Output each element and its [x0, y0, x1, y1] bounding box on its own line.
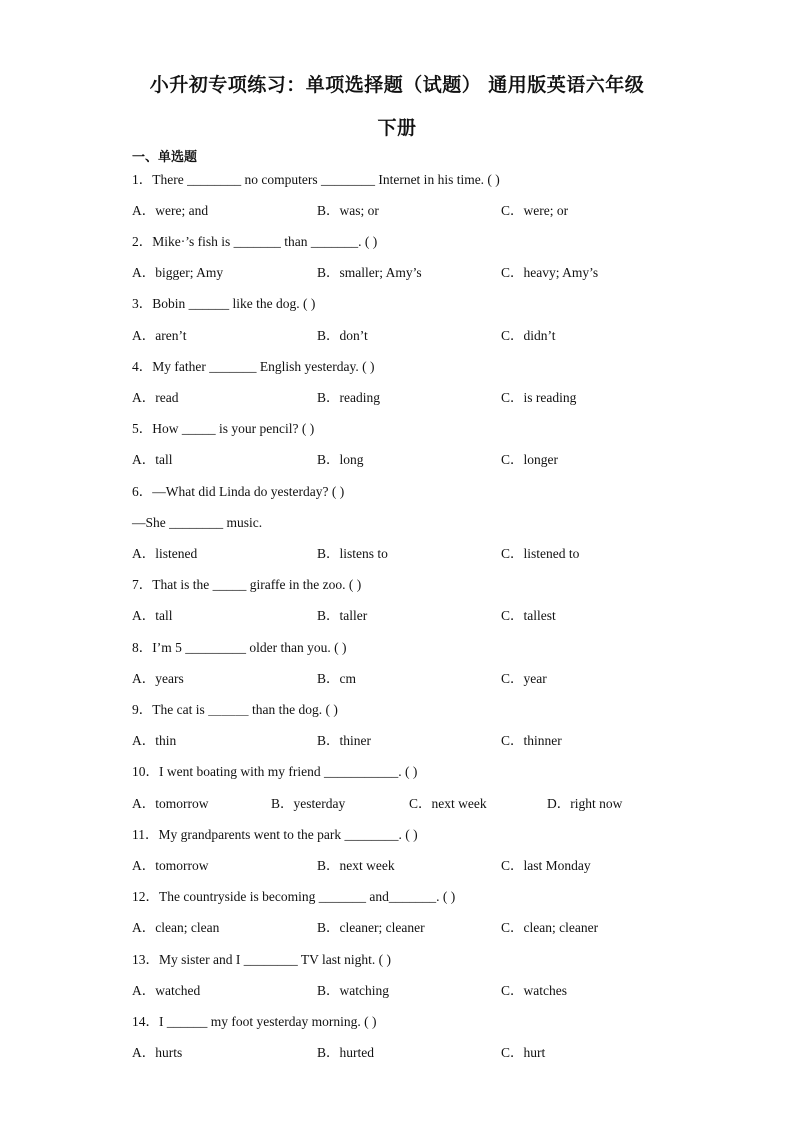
option-c: C．watches	[501, 983, 567, 998]
option-c: C．clean; cleaner	[501, 920, 599, 935]
option-a: A．watched	[132, 983, 201, 998]
option-b: B．long	[317, 452, 364, 467]
option-b: B．watching	[317, 983, 389, 998]
option-c: C．didn’t	[501, 328, 556, 343]
option-c: C．next week	[409, 796, 487, 811]
option-b: B．cleaner; cleaner	[317, 920, 425, 935]
question-6-stem: 6．—What did Linda do yesterday? ( )	[132, 484, 345, 499]
option-b: B．next week	[317, 858, 395, 873]
question-5-stem: 5．How _____ is your pencil? ( )	[132, 421, 315, 436]
option-a: A．aren’t	[132, 328, 187, 343]
document-title: 小升初专项练习：单项选择题（试题） 通用版英语六年级	[149, 74, 645, 96]
question-4-stem: 4．My father _______ English yesterday. ( )	[132, 359, 375, 374]
question-9-stem: 9．The cat is ＿＿＿ than the dog. ( )	[132, 702, 338, 717]
option-c: C．is reading	[501, 390, 577, 405]
option-b: B．thiner	[317, 733, 371, 748]
option-a: A．tomorrow	[132, 796, 209, 811]
option-c: C．hurt	[501, 1045, 546, 1060]
option-a: A．listened	[132, 546, 198, 561]
question-13-options	[132, 981, 732, 1001]
question-3-stem: 3．Bobin ______ like the dog. ( )	[132, 296, 316, 311]
question-14-options	[132, 1043, 732, 1063]
option-a: A．tomorrow	[132, 858, 209, 873]
question-12-stem: 12．The countryside is becoming _______ and_______. ( )	[132, 889, 456, 904]
question-11-stem: 11．My grandparents went to the park ________. ( )	[132, 827, 418, 842]
question-10-options	[132, 794, 732, 814]
question-6-stem-continued: —She ________ music.	[132, 515, 263, 530]
question-2-options	[132, 263, 732, 283]
question-1-stem: 1．There ________ no computers ________ Internet in his time. ( )	[132, 172, 500, 187]
option-a: A．clean; clean	[132, 920, 220, 935]
option-c: C．last Monday	[501, 858, 591, 873]
option-a: A．bigger; Amy	[132, 265, 224, 280]
option-c: C．longer	[501, 452, 558, 467]
question-3-options	[132, 326, 732, 346]
option-c: C．year	[501, 671, 547, 686]
question-7-options	[132, 606, 732, 626]
option-d: D．right now	[547, 796, 623, 811]
option-a: A．tall	[132, 608, 173, 623]
question-11-options	[132, 856, 732, 876]
question-7-stem: 7．That is the _____ giraffe in the zoo. ( )	[132, 577, 362, 592]
question-8-stem: 8．I’m 5 _________ older than you. ( )	[132, 640, 347, 655]
question-6-options	[132, 544, 732, 564]
question-2-stem: 2．Mike·’s fish is _______ than _______. ( )	[132, 234, 378, 249]
option-c: C．heavy; Amy’s	[501, 265, 599, 280]
document-title-continued: 下册	[377, 117, 417, 139]
question-1-options	[132, 201, 732, 221]
option-a: A．tall	[132, 452, 173, 467]
option-b: B．taller	[317, 608, 368, 623]
question-4-options	[132, 388, 732, 408]
section-heading: 一、单选题	[132, 150, 198, 165]
option-a: A．years	[132, 671, 184, 686]
option-b: B．smaller; Amy’s	[317, 265, 422, 280]
question-13-stem: 13．My sister and I ________ TV last night. ( )	[132, 952, 391, 967]
question-9-options	[132, 731, 732, 751]
option-c: C．tallest	[501, 608, 556, 623]
option-b: B．yesterday	[271, 796, 346, 811]
question-5-options	[132, 450, 732, 470]
option-b: B．listens to	[317, 546, 388, 561]
question-12-options	[132, 918, 732, 938]
question-14-stem: 14．I ______ my foot yesterday morning. ( )	[132, 1014, 377, 1029]
option-a: A．were; and	[132, 203, 209, 218]
question-10-stem: 10．I went boating with my friend ___________. ( )	[132, 764, 418, 779]
option-c: C．listened to	[501, 546, 580, 561]
option-b: B．was; or	[317, 203, 379, 218]
option-b: B．reading	[317, 390, 380, 405]
option-a: A．read	[132, 390, 179, 405]
option-b: B．cm	[317, 671, 356, 686]
option-a: A．thin	[132, 733, 177, 748]
option-c: C．were; or	[501, 203, 569, 218]
option-c: C．thinner	[501, 733, 562, 748]
option-a: A．hurts	[132, 1045, 183, 1060]
question-8-options	[132, 669, 732, 689]
option-b: B．don’t	[317, 328, 368, 343]
option-b: B．hurted	[317, 1045, 374, 1060]
